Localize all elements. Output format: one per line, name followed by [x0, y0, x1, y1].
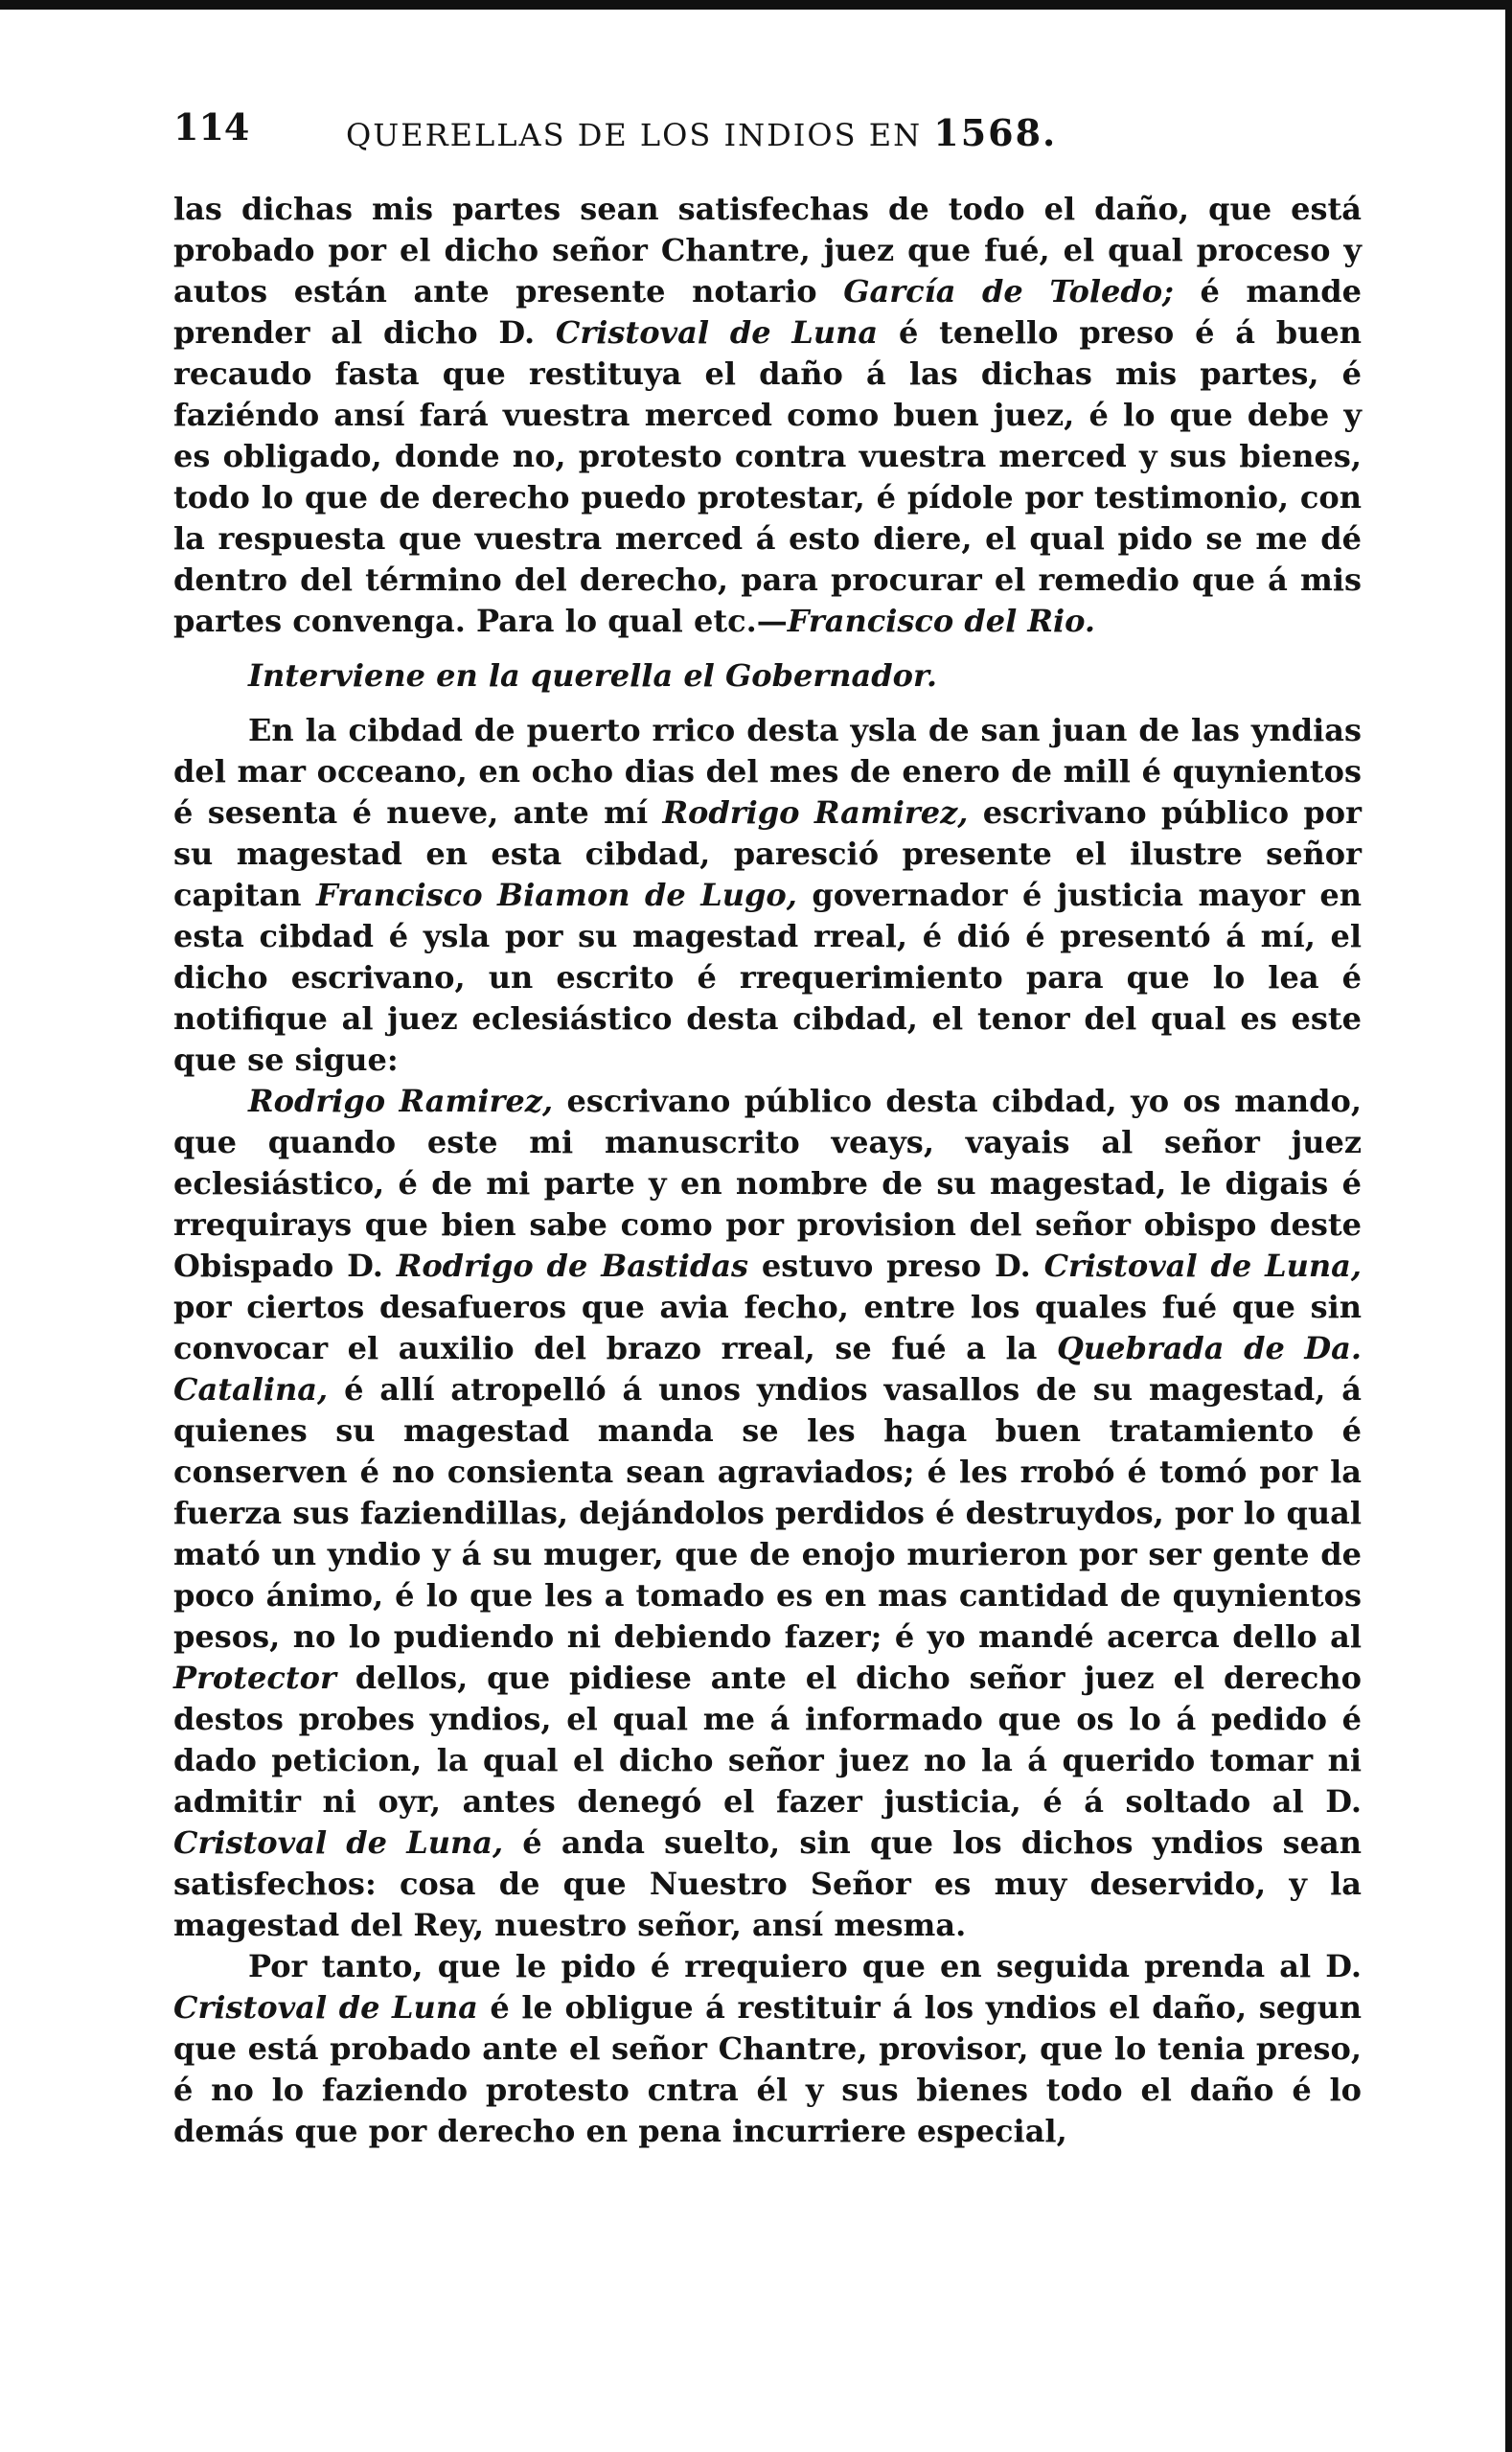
text-run: las dichas mis partes sean satisfechas de todo el daño, que está probado por el dicho señor Chantre, juez que fué, el qual proceso y autos están ante presente notario: [173, 191, 1362, 309]
italic-name: Cristoval de Luna: [173, 1989, 478, 2026]
text-run: estuvo preso D.: [748, 1248, 1044, 1284]
section-heading: Interviene en la querella el Gobernador.: [248, 657, 938, 694]
running-title-text: QUERELLAS DE LOS INDIOS EN: [346, 117, 923, 153]
italic-name: Cristoval de Luna,: [1043, 1248, 1363, 1284]
italic-name: Rodrigo Ramirez,: [662, 794, 969, 831]
text-run: por ciertos desafueros que avia fecho, entre los quales fué que sin convocar el auxilio del brazo rreal, se fué a la: [173, 1289, 1362, 1366]
text-run: é tenello preso é á buen recaudo fasta que restituya el daño á las dichas mis partes, é faziéndo ansí fará vuestra merced como buen juez, é lo que debe y es obligado, donde no, protesto contra vuestra merced y sus bienes, todo lo que de derecho puedo protestar, é pídole por testimonio, con la respuesta que vuestra merced á esto diere, el qual pido se me dé dentro del término del derecho, para procurar el remedio que á mis partes convenga. Para lo qual etc.—: [173, 314, 1363, 639]
page-number: 114: [173, 105, 250, 149]
text-run: é le obligue á restituir á los yndios el daño, segun que está probado ante el señor Chantre, provisor, que lo tenia preso, é no lo faziendo protesto cntra él y sus bienes todo el daño é lo demás que por derecho en pena incurriere especial,: [173, 1989, 1363, 2149]
text-run: dellos, que pidiese ante el dicho señor juez el derecho destos probes yndios, el qual me á informado que os lo á pedido é dado peticion, la qual el dicho señor juez no la á querido tomar ni admitir ni oyr, antes denegó el fazer justicia, é á soltado al D.: [173, 1660, 1362, 1820]
italic-name: Cristoval de Luna: [555, 314, 879, 351]
page-header: [173, 105, 1074, 163]
top-border-rule: [0, 0, 1512, 10]
text-run: escrivano público por su magestad en esta cibdad, paresció presente el ilustre señor capitan: [173, 794, 1363, 913]
text-run: escrivano público desta cibdad, yo os mando, que quando este mi manuscrito veays, vayais al señor juez eclesiástico, é de mi parte y en nombre de su magestad, le digais é rrequirays que bien sabe como por provision del señor obispo deste Obispado D.: [173, 1083, 1363, 1284]
running-title-year: 1568.: [933, 111, 1058, 154]
italic-name: Cristoval de Luna,: [173, 1824, 504, 1861]
text-run: En la cibdad de puerto rrico desta ysla de san juan de las yndias del mar occeano, en ocho dias del mes de enero de mill é quynientos é sesenta é nueve, ante mí: [173, 712, 1362, 831]
paragraph-1: [173, 189, 1362, 642]
italic-term: Protector: [173, 1660, 336, 1696]
text-run: Por tanto, que le pido é rrequiero que en seguida prenda al D.: [248, 1948, 1362, 1984]
italic-name: García de Toledo;: [843, 273, 1174, 309]
italic-place: Quebrada de Da. Catalina,: [173, 1330, 1363, 1408]
italic-signature: Francisco del Rio.: [787, 603, 1096, 639]
italic-name: Francisco Biamon de Lugo,: [316, 877, 797, 913]
italic-name: Rodrigo de Bastidas: [396, 1248, 749, 1284]
running-title: [346, 111, 1057, 154]
text-run: governador é justicia mayor en esta cibdad é ysla por su magestad rreal, é dió é presentó á mí, el dicho escrivano, un escrito é rrequerimiento para que lo lea é notifique al juez eclesiástico desta cibdad, el tenor del qual es este que se sigue:: [173, 877, 1363, 1078]
paragraph-2: [173, 710, 1362, 1081]
paragraph-4: [173, 1946, 1362, 2152]
italic-name: Rodrigo Ramirez,: [248, 1083, 554, 1119]
text-run: é mande prender al dicho D.: [173, 273, 1363, 351]
right-border-rule: [1505, 0, 1512, 2452]
text-run: é anda suelto, sin que los dichos yndios sean satisfechos: cosa de que Nuestro Señor es muy deservido, y la magestad del Rey, nuestro señor, ansí mesma.: [173, 1824, 1363, 1943]
page-body: [173, 189, 1362, 2152]
paragraph-3: [173, 1081, 1362, 1946]
text-run: é allí atropelló á unos yndios vasallos de su magestad, á quienes su magestad manda se les haga buen tratamiento é conserven é no consienta sean agraviados; é les rrobó é tomó por la fuerza sus faziendillas, dejándolos perdidos é destruydos, por lo qual mató un yndio y á su muger, que de enojo murieron por ser gente de poco ánimo, é lo que les a tomado es en mas cantidad de quynientos pesos, no lo pudiendo ni debiendo fazer; é yo mandé acerca dello al: [173, 1371, 1362, 1655]
